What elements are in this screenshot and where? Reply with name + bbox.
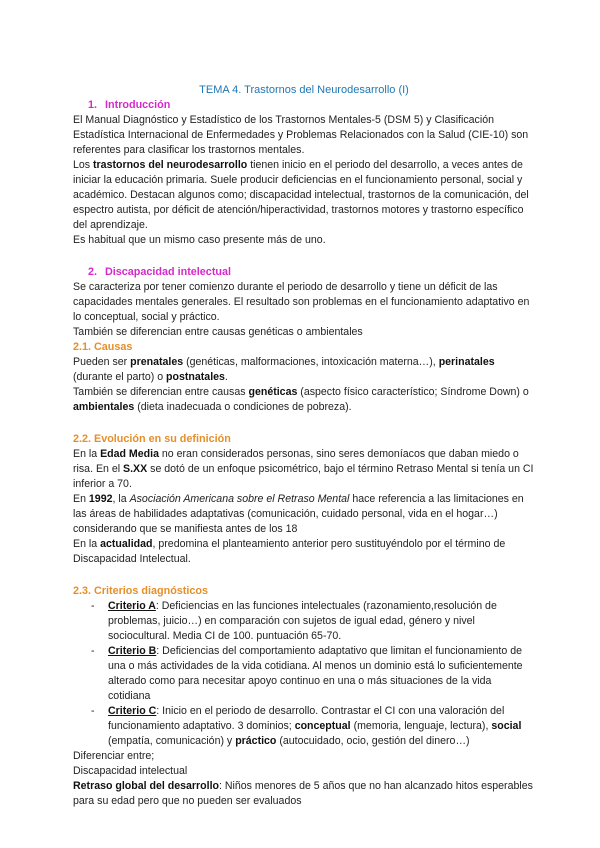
evolucion-paragraph-3: En la actualidad, predomina el planteamiento anterior pero sustituyéndolo por el término de Discapacidad Intelectual. <box>73 538 506 565</box>
list-item-criterio-b: - Criterio B: Deficiencias del comportamiento adaptativo que limitan el funcionamiento de una o más actividades de la vida cotidiana. Al menos un dominio está lo suficientemente alterado como para necesitar apoyo continuo en una o más situaciones de la vida cotidiana <box>91 645 523 702</box>
criterios-after-1: Diferenciar entre; <box>73 750 155 762</box>
evolucion-paragraph-1: En la Edad Media no eran considerados personas, sino seres demoníacos que daban miedo o risa. En el S.XX se dotó de un enfoque psicométrico, bajo el término Retraso Mental si tenía un CI inferior a 70. <box>73 448 534 490</box>
causas-paragraph-2: También se diferencian entre causas genéticas (aspecto físico característico; Síndrome Down) o ambientales (dieta inadecuada o condiciones de pobreza). <box>73 386 529 413</box>
section-heading-text: Discapacidad intelectual <box>105 266 232 278</box>
causas-paragraph-1: Pueden ser prenatales (genéticas, malformaciones, intoxicación materna…), perinatales (durante el parto) o postnatales. <box>73 356 495 383</box>
section-number: 2. <box>87 266 97 278</box>
section-heading-introduccion <box>73 98 535 113</box>
discapacidad-paragraph-1: Se caracteriza por tener comienzo durante el periodo de desarrollo y tiene un déficit de las capacidades mentales generales. El resultado son problemas en el funcionamiento adaptativo en lo conceptual, social y práctico. <box>73 281 530 323</box>
subheading-evolucion: 2.2. Evolución en su definición <box>73 433 231 445</box>
evolucion-paragraph-2: En 1992, la Asociación Americana sobre el Retraso Mental hace referencia a las limitaciones en las áreas de habilidades adaptativas (comunicación, cuidado personal, vida en el hogar…) considerando que se manifiesta antes de los 18 <box>73 493 524 535</box>
section-number: 1. <box>87 99 97 111</box>
intro-paragraph-1: El Manual Diagnóstico y Estadístico de los Trastornos Mentales-5 (DSM 5) y Clasificación Estadística Internacional de Enfermedades y Problemas Relacionados con la Salud (CIE-10) son referentes para clasificar los trastornos mentales. <box>73 114 529 156</box>
intro-paragraph-3: Es habitual que un mismo caso presente más de uno. <box>73 234 326 246</box>
subheading-causas: 2.1. Causas <box>73 341 133 353</box>
bold-term: trastornos del neurodesarrollo <box>93 159 248 171</box>
intro-paragraph-2: Los trastornos del neurodesarrollo tienen inicio en el periodo del desarrollo, a veces antes de iniciar la educación primaria. Suele producir deficiencias en el funcionamiento personal, social y académico. Destacan algunos como; discapacidad intelectual, trastornos de la comunicación, del espectro autista, por déficit de atención/hiperactividad, trastornos motores y trastorno específico del aprendizaje. <box>73 159 529 231</box>
subheading-criterios: 2.3. Criterios diagnósticos <box>73 585 208 597</box>
discapacidad-paragraph-2: También se diferencian entre causas genéticas o ambientales <box>73 326 363 338</box>
section-heading-text: Introducción <box>105 99 171 111</box>
section-heading-discapacidad <box>73 265 535 280</box>
document-title: TEMA 4. Trastornos del Neurodesarrollo (I) <box>199 84 409 96</box>
list-item-criterio-a: - Criterio A: Deficiencias en las funciones intelectuales (razonamiento,resolución de problemas, juicio…) en comparación con sujetos de igual edad, género y nivel sociocultural. Media CI de 100. puntuación 65-70. <box>91 600 497 642</box>
criterios-after-3: Retraso global del desarrollo: Niños menores de 5 años que no han alcanzado hitos esperables para su edad pero que no pueden ser evaluados <box>73 780 533 807</box>
list-item-criterio-c: - Criterio C: Inicio en el periodo de desarrollo. Contrastar el CI con una valoración del funcionamiento adaptativo. 3 dominios; conceptual (memoria, lenguaje, lectura), social (empatía, comunicación) y práctico (autocuidado, ocio, gestión del dinero…) <box>91 705 522 747</box>
criteria-list <box>73 599 535 749</box>
criterios-after-2: Discapacidad intelectual <box>73 765 188 777</box>
